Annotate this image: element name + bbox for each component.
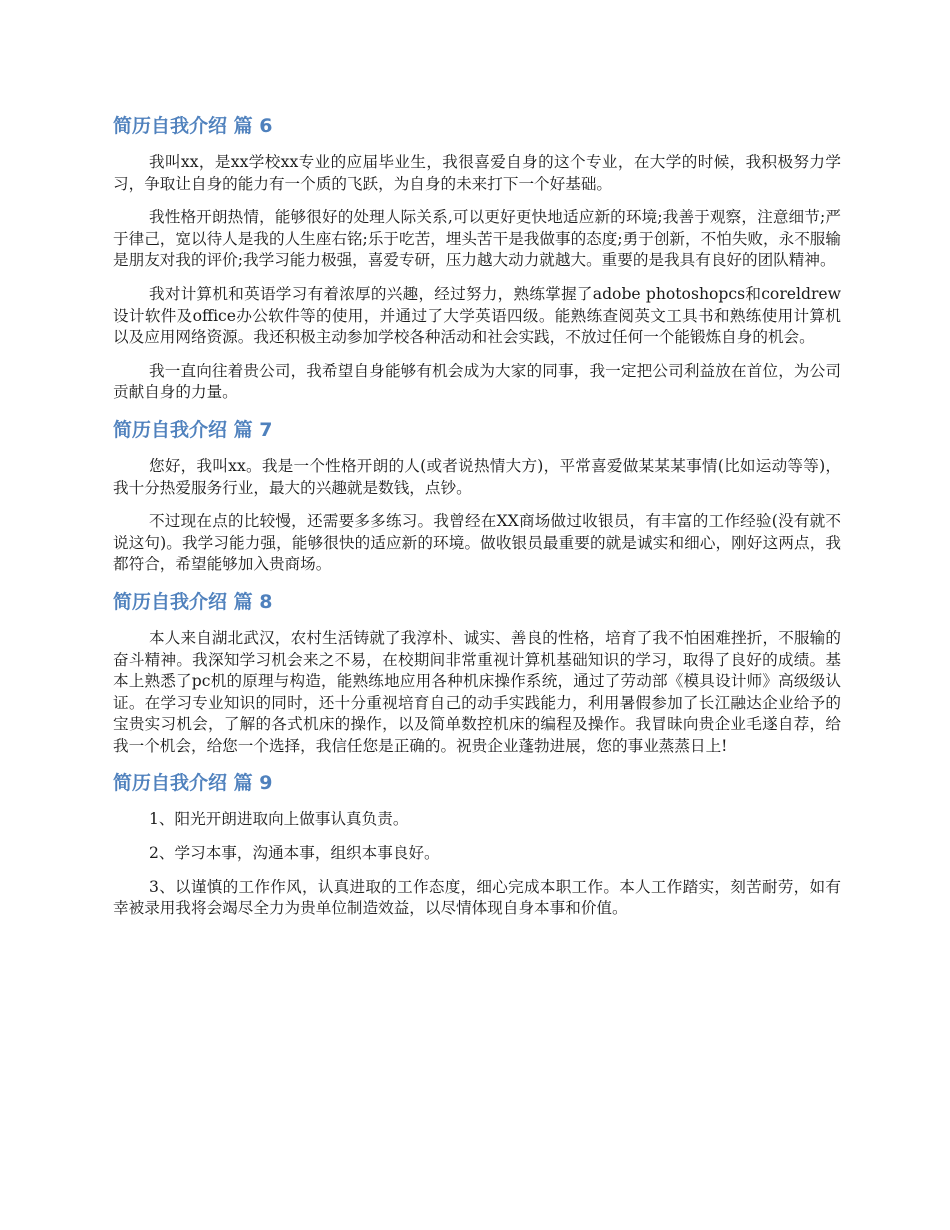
section-8 — [113, 588, 841, 758]
section-title: 简历自我介绍 篇 6 — [113, 115, 273, 137]
section-title: 简历自我介绍 篇 9 — [113, 772, 273, 795]
paragraph: 我一直向往着贵公司，我希望自身能够有机会成为大家的同事，我一定把公司利益放在首位，为公司贡献自身的力量。 — [113, 361, 841, 402]
paragraph: 不过现在点的比较慢，还需要多多练习。我曾经在XX商场做过收银员，有丰富的工作经验(没有就不说这句)。我学习能力强，能够很快的适应新的环境。做收银员最重要的就是诚实和细心，刚好这两点，我都符合，希望能够加入贵商场。 — [113, 512, 841, 574]
list-item: 1、阳光开朗进取向上做事认真负责。 — [149, 810, 409, 829]
paragraph: 本人来自湖北武汉，农村生活铸就了我淳朴、诚实、善良的性格，培育了我不怕困难挫折，不服输的奋斗精神。我深知学习机会来之不易，在校期间非常重视计算机基础知识的学习，取得了良好的成绩。基本上熟悉了pc机的原理与构造，能熟练地应用各种机床操作系统，通过了劳动部《模具设计师》高级级认证。在学习专业知识的同时，还十分重视培育自己的动手实践能力，利用暑假参加了长江融达企业给予的宝贵实习机会，了解的各式机床的操作，以及简单数控机床的编程及操作。我冒昧向贵企业毛遂自荐，给我一个机会，给您一个选择，我信任您是正确的。祝贵企业蓬勃进展，您的事业蒸蒸日上! — [113, 628, 841, 755]
section-6 — [113, 112, 841, 404]
paragraph: 您好，我叫xx。我是一个性格开朗的人(或者说热情大方)，平常喜爱做某某某事情(比如运动等等)，我十分热爱服务行业，最大的兴趣就是数钱，点钞。 — [113, 456, 841, 497]
section-title: 简历自我介绍 篇 8 — [113, 590, 273, 613]
paragraph: 我叫xx，是xx学校xx专业的应届毕业生，我很喜爱自身的这个专业，在大学的时候，我积极努力学习，争取让自身的能力有一个质的飞跃，为自身的未来打下一个好基础。 — [113, 153, 841, 193]
paragraph: 我性格开朗热情，能够很好的处理人际关系,可以更好更快地适应新的环境;我善于观察，注意细节;严于律己，宽以待人是我的人生座右铭;乐于吃苦，埋头苦干是我做事的态度;勇于创新，不怕失败，永不服输是朋友对我的评价;我学习能力极强，喜爱专研，压力越大动力就越大。重要的是我具有良好的团队精神。 — [113, 208, 841, 270]
list-item: 2、学习本事，沟通本事，组织本事良好。 — [149, 844, 440, 863]
section-7 — [113, 416, 841, 576]
document-page — [113, 112, 841, 932]
section-title: 简历自我介绍 篇 7 — [113, 418, 273, 441]
list-item: 3、以谨慎的工作作风，认真进取的工作态度，细心完成本职工作。本人工作踏实，刻苦耐劳，如有幸被录用我将会竭尽全力为贵单位制造效益，以尽情体现自身本事和价值。 — [113, 877, 841, 918]
paragraph: 我对计算机和英语学习有着浓厚的兴趣，经过努力，熟练掌握了adobe photoshopcs和coreldrew设计软件及office办公软件等的使用，并通过了大学英语四级。能熟练查阅英文工具书和熟练使用计算机以及应用网络资源。我还积极主动参加学校各种活动和社会实践，不放过任何一个能锻炼自身的机会。 — [113, 284, 841, 347]
section-9 — [113, 769, 841, 919]
